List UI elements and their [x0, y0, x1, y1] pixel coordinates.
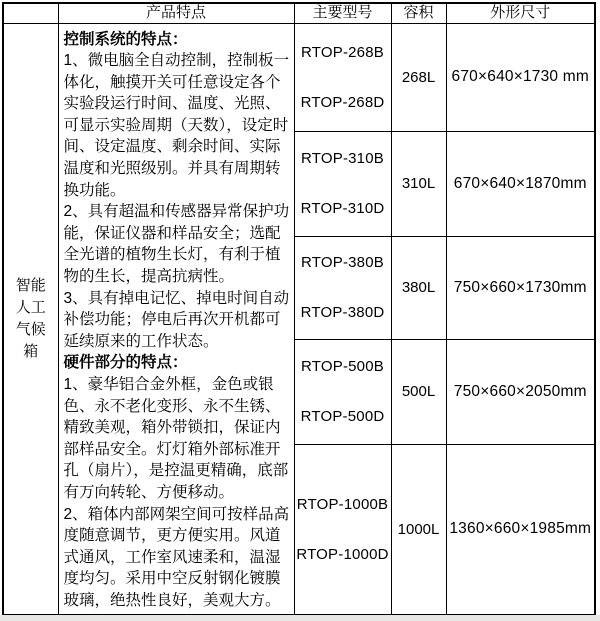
product-spec-table: [2, 2, 596, 616]
dimensions-cell: 750×660×1730mm: [446, 236, 595, 339]
model-name: RTOP-268B: [301, 43, 384, 61]
features-item: 2、箱体内部网架空间可按样品高度随意调节，更方便实用。风道式通风，工作室风速柔和，温湿度均匀。采用中空反射钢化镀膜玻璃，绝热性良好，美观大方。: [63, 505, 290, 609]
model-name: RTOP-310B: [301, 150, 384, 167]
dimensions-cell: 750×660×2050mm: [446, 339, 595, 444]
features-item: 2、具有超温和传感器异常保护功能，保证仪器和样品安全；选配全光谱的植物生长灯，有利于植物的生长，提高抗病性。: [63, 203, 290, 286]
model-name: RTOP-268D: [300, 93, 385, 111]
features-item: 1、微电脑全自动控制，控制板一体化，触摸开关可任意设定各个实验段运行时间、温度、光照、可显示实验周期（天数），设定时间、设定温度、剩余时间、实际温度和光照级别。并具有周期转换功能。: [63, 52, 290, 199]
volume-cell: 268L: [391, 23, 446, 131]
features-cell: [58, 23, 294, 615]
category-label-line: 智能: [15, 276, 46, 294]
dimensions-cell: 670×640×1870mm: [446, 131, 595, 236]
volume-cell: 310L: [391, 131, 446, 236]
table-row: [3, 23, 595, 131]
features-section-title: 控制系统的特点：: [63, 30, 188, 48]
product-spec-table-wrap: [2, 2, 596, 616]
header-models: 主要型号: [294, 3, 391, 23]
features-item: 3、具有掉电记忆、掉电时间自动补偿功能；停电后再次开机都可延续原来的工作状态。: [63, 289, 290, 350]
model-name: RTOP-500D: [300, 408, 385, 425]
category-label: [4, 275, 58, 363]
header-volume: 容积: [391, 3, 446, 23]
volume-cell: 380L: [391, 236, 446, 339]
category-label-cell: [3, 23, 58, 615]
features-section-title: 硬件部分的特点：: [63, 354, 188, 372]
models-cell: [294, 339, 391, 444]
volume-cell: 500L: [391, 339, 446, 444]
model-name: RTOP-310D: [300, 200, 385, 217]
models-cell: [294, 444, 391, 615]
models-cell: [294, 236, 391, 339]
header-features: 产品特点: [58, 3, 294, 23]
dimensions-cell: 670×640×1730 mm: [446, 23, 595, 131]
model-name: RTOP-1000D: [296, 545, 389, 563]
volume-cell: 1000L: [391, 444, 446, 615]
header-row: [3, 3, 595, 23]
features-text: [59, 24, 294, 612]
features-item: 1、豪华铝合金外框，金色或银色、永不老化变形、永不生锈、精致美观，箱外带锁扣，保证内部样品安全。灯灯箱外部标准开孔（扇片），是控温更精确，底部有万向转轮、方便移动。: [63, 376, 289, 501]
model-name: RTOP-1000B: [296, 495, 389, 513]
category-label-line: 人工: [15, 298, 46, 316]
model-name: RTOP-380D: [300, 304, 385, 321]
model-name: RTOP-500B: [301, 358, 384, 375]
header-category: [3, 3, 58, 23]
models-cell: [294, 23, 391, 131]
category-label-line: 气候: [15, 320, 46, 338]
dimensions-cell: 1360×660×1985mm: [446, 444, 595, 615]
page-bottom-strip: [0, 615, 600, 621]
model-name: RTOP-380B: [301, 254, 384, 271]
category-label-line: 箱: [23, 342, 39, 360]
models-cell: [294, 131, 391, 236]
header-dimensions: 外形尺寸: [446, 3, 595, 23]
